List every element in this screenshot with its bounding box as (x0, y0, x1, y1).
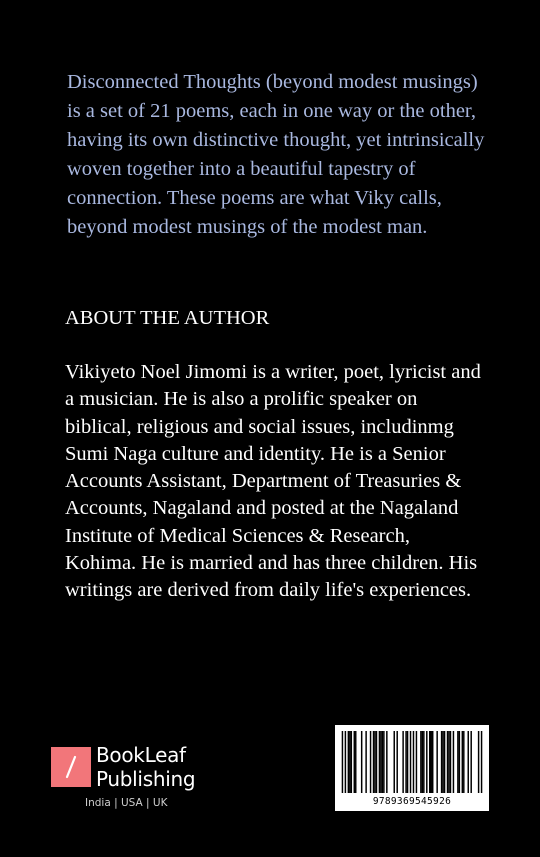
barcode-bar (420, 731, 421, 793)
publisher-name (96, 743, 195, 791)
barcode-bar (386, 731, 387, 793)
barcode-bar (396, 731, 397, 793)
barcode-bar (405, 731, 406, 793)
barcode-bar (370, 731, 371, 793)
barcode-bar (444, 731, 445, 793)
barcode-bar (373, 731, 374, 793)
barcode-bar (361, 731, 362, 793)
barcode-bar (422, 731, 423, 793)
barcode-bar (349, 731, 350, 793)
publisher-logo (51, 745, 211, 815)
barcode-bar (450, 731, 451, 793)
barcode-bar (407, 731, 408, 793)
barcode-bar (431, 731, 432, 793)
barcode-bar (459, 731, 460, 793)
barcode-bar (348, 731, 349, 793)
isbn-number: 9789369545926 (372, 796, 452, 807)
barcode-bar (432, 731, 433, 793)
barcode-bar (376, 731, 377, 793)
barcode-bar (351, 731, 352, 793)
barcode-bar (436, 731, 437, 793)
barcode-bar (441, 731, 442, 793)
barcode-bar (463, 731, 464, 793)
about-author-heading: ABOUT THE AUTHOR (65, 307, 270, 329)
barcode-bar (345, 731, 346, 793)
book-blurb: Disconnected Thoughts (beyond modest musings) is a set of 21 poems, each in one way or the other, having its own distinctive thought, yet intrinsically woven together into a beautiful tapestry of connection. These poems are what Viky calls, beyond modest musings of the modest man. (67, 71, 485, 238)
barcode-bar (423, 731, 424, 793)
barcode-bar (470, 731, 471, 793)
barcode-bars (335, 725, 489, 797)
isbn-barcode (335, 725, 489, 811)
barcode-bar (416, 731, 417, 793)
barcode-bar (478, 731, 479, 793)
barcode-bar (374, 731, 375, 793)
barcode-bar (448, 731, 449, 793)
barcode-bar (402, 731, 403, 793)
barcode-bar (413, 731, 414, 793)
publisher-name-line1: BookLeaf (96, 743, 186, 767)
barcode-bar (382, 731, 383, 793)
barcode-bar (462, 731, 463, 793)
barcode-bar (410, 731, 411, 793)
author-bio: Vikiyeto Noel Jimomi is a writer, poet, lyricist and a musician. He is also a prolific speaker on biblical, religious and social issues, includinmg Sumi Naga culture and identity. He is a Senior Accounts Assistant, Department of Treasuries & Accounts, Nagaland and posted at the Nagaland Institute of Medical Sciences & Research, Kohima. He is married and has three children. His writings are derived from daily life's experiences. (65, 361, 481, 602)
slash-icon (51, 747, 91, 787)
barcode-bar (355, 731, 356, 793)
barcode-bar (426, 731, 427, 793)
barcode-bar (429, 731, 430, 793)
publisher-regions: India | USA | UK (85, 797, 168, 809)
barcode-bar (354, 731, 355, 793)
barcode-bar (457, 731, 458, 793)
barcode-bar (453, 731, 454, 793)
barcode-bar (342, 731, 343, 793)
barcode-bar (442, 731, 443, 793)
barcode-bar (447, 731, 448, 793)
barcode-bar (383, 731, 384, 793)
barcode-bar (468, 731, 469, 793)
barcode-bar (394, 731, 395, 793)
barcode-bar (379, 731, 380, 793)
barcode-bar (365, 731, 366, 793)
barcode-bar (380, 731, 381, 793)
barcode-bar (481, 731, 482, 793)
publisher-name-line2: Publishing (96, 767, 196, 791)
